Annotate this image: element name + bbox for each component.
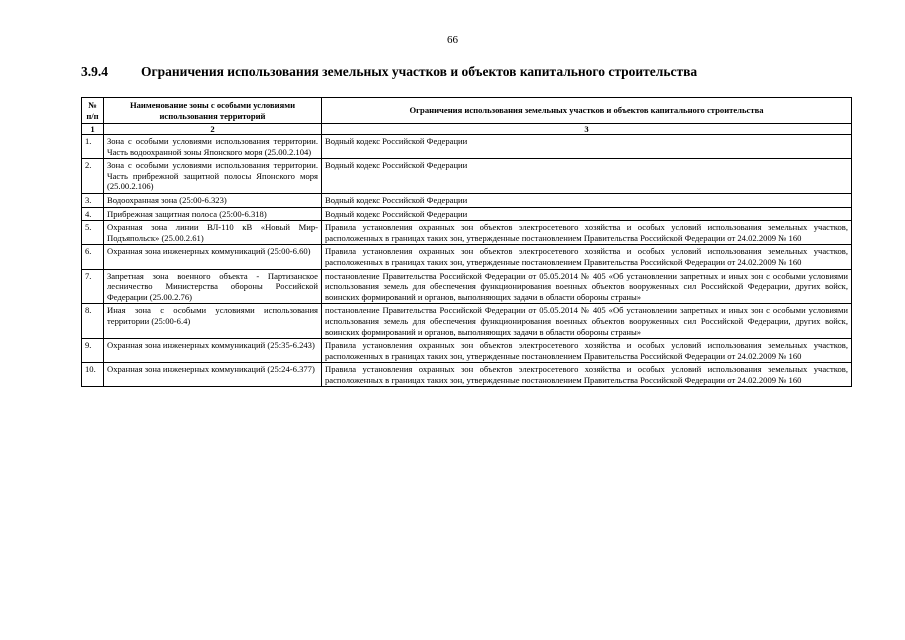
- row-number: 5.: [82, 221, 104, 245]
- zone-name: Иная зона с особыми условиями использования территории (25:00-6.4): [104, 304, 322, 339]
- row-number: 10.: [82, 363, 104, 387]
- restrictions-table: [81, 97, 852, 387]
- row-number: 7.: [82, 269, 104, 304]
- restriction-text: Правила установления охранных зон объектов электросетевого хозяйства и особых условий использования земельных участков, расположенных в границах таких зон, утвержденные постановлением Правительства Российской Федерации от 24.02.2009 № 160: [322, 363, 852, 387]
- restriction-text: Правила установления охранных зон объектов электросетевого хозяйства и особых условий использования земельных участков, расположенных в границах таких зон, утвержденные постановлением Правительства Российской Федерации от 24.02.2009 № 160: [322, 221, 852, 245]
- restriction-text: Правила установления охранных зон объектов электросетевого хозяйства и особых условий использования земельных участков, расположенных в границах таких зон, утвержденные постановлением Правительства Российской Федерации от 24.02.2009 № 160: [322, 245, 852, 269]
- table-row: [82, 135, 852, 159]
- row-number: 6.: [82, 245, 104, 269]
- restriction-text: Водный кодекс Российской Федерации: [322, 159, 852, 194]
- zone-name: Запретная зона военного объекта - Партизанское лесничество Министерства обороны Российской Федерации (25.00.2.76): [104, 269, 322, 304]
- section-title: Ограничения использования земельных участков и объектов капитального строительства: [141, 64, 698, 79]
- table-row: [82, 207, 852, 221]
- table-row: [82, 221, 852, 245]
- zone-name: Охранная зона линии ВЛ-110 кВ «Новый Мир-Подъяпольск» (25.00.2.61): [104, 221, 322, 245]
- restriction-text: постановление Правительства Российской Федерации от 05.05.2014 № 405 «Об установлении запретных и иных зон с особыми условиями использования земель для обеспечения функционирования военных объектов вооруженных сил Российской Федерации, других войск, воинских формирований и органов, выполняющих задачи в области обороны страны»: [322, 304, 852, 339]
- zone-name: Прибрежная защитная полоса (25:00-6.318): [104, 207, 322, 221]
- section-heading: [81, 64, 697, 80]
- header-number: № п/п: [82, 98, 104, 124]
- table-row: [82, 193, 852, 207]
- page-number: 66: [447, 34, 458, 46]
- zone-name: Охранная зона инженерных коммуникаций (25:00-6.60): [104, 245, 322, 269]
- column-number-row: [82, 124, 852, 135]
- row-number: 9.: [82, 339, 104, 363]
- table-row: [82, 269, 852, 304]
- row-number: 2.: [82, 159, 104, 194]
- zone-name: Зона с особыми условиями использования территории. Часть прибрежной защитной полосы Японского моря (25.00.2.106): [104, 159, 322, 194]
- column-number: 1: [82, 124, 104, 135]
- table-row: [82, 159, 852, 194]
- table-row: [82, 363, 852, 387]
- row-number: 3.: [82, 193, 104, 207]
- header-restriction: Ограничения использования земельных участков и объектов капитального строительства: [322, 98, 852, 124]
- table-row: [82, 339, 852, 363]
- zone-name: Зона с особыми условиями использования территории. Часть водоохранной зоны Японского моря (25.00.2.104): [104, 135, 322, 159]
- section-number: 3.9.4: [81, 64, 108, 79]
- zone-name: Охранная зона инженерных коммуникаций (25:24-6.377): [104, 363, 322, 387]
- table-header-row: [82, 98, 852, 124]
- row-number: 4.: [82, 207, 104, 221]
- zone-name: Охранная зона инженерных коммуникаций (25:35-6.243): [104, 339, 322, 363]
- zone-name: Водоохранная зона (25:00-6.323): [104, 193, 322, 207]
- header-zone: Наименование зоны с особыми условиями использования территорий: [104, 98, 322, 124]
- restriction-text: Водный кодекс Российской Федерации: [322, 207, 852, 221]
- restriction-text: Водный кодекс Российской Федерации: [322, 135, 852, 159]
- row-number: 1.: [82, 135, 104, 159]
- restriction-text: Правила установления охранных зон объектов электросетевого хозяйства и особых условий использования земельных участков, расположенных в границах таких зон, утвержденные постановлением Правительства Российской Федерации от 24.02.2009 № 160: [322, 339, 852, 363]
- restriction-text: постановление Правительства Российской Федерации от 05.05.2014 № 405 «Об установлении запретных и иных зон с особыми условиями использования земель для обеспечения функционирования военных объектов вооруженных сил Российской Федерации, других войск, воинских формирований и органов, выполняющих задачи в области обороны страны»: [322, 269, 852, 304]
- table-row: [82, 304, 852, 339]
- restriction-text: Водный кодекс Российской Федерации: [322, 193, 852, 207]
- column-number: 2: [104, 124, 322, 135]
- row-number: 8.: [82, 304, 104, 339]
- table-row: [82, 245, 852, 269]
- column-number: 3: [322, 124, 852, 135]
